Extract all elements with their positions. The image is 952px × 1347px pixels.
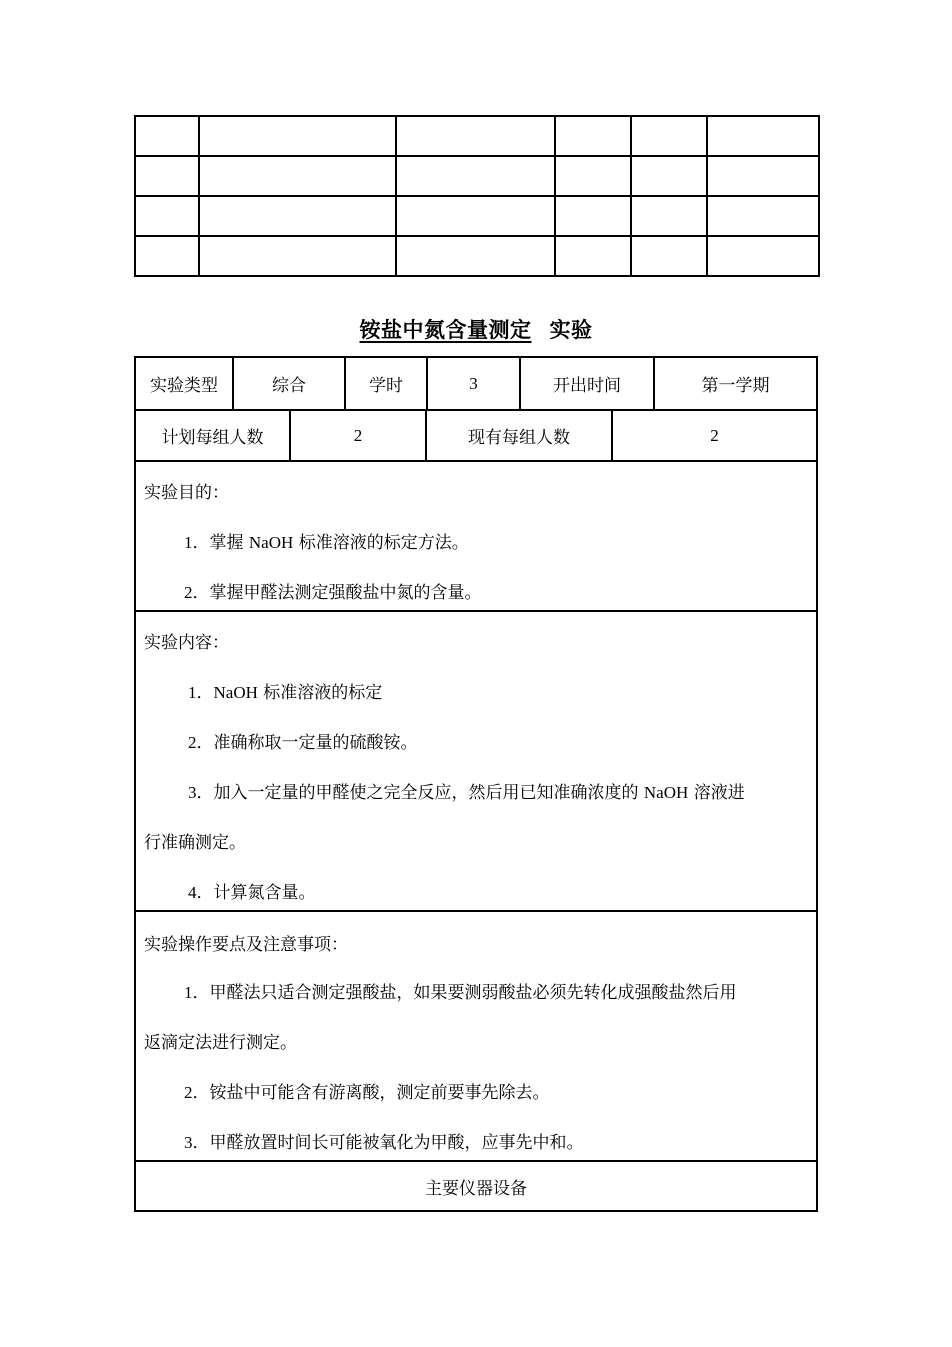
info-row-1: [136, 358, 816, 409]
item-number: 2．: [184, 1083, 210, 1102]
notes-item-3: 3．甲醛放置时间长可能被氧化为甲酸，应事先中和。: [184, 1133, 584, 1153]
table-row: [135, 196, 819, 236]
item-number: 2．: [184, 583, 210, 602]
current-label: 现有每组人数: [425, 411, 611, 460]
content-item-4: 4．计算氮含量。: [188, 883, 316, 903]
purpose-item-2: 2．掌握甲醛法测定强酸盐中氮的含量。: [184, 583, 482, 603]
equipment-heading: 主要仪器设备: [425, 1178, 527, 1199]
experiment-info-table: [134, 356, 818, 1212]
purpose-section: [136, 460, 816, 610]
type-value: 综合: [232, 358, 344, 409]
hours-value: 3: [426, 358, 519, 409]
planned-label: 计划每组人数: [161, 428, 264, 448]
item-number: 2．: [188, 733, 214, 752]
purpose-item-1: 1．掌握 NaOH 标准溶液的标定方法。: [184, 533, 469, 553]
term-value: 第一学期: [653, 358, 816, 409]
equipment-row: [136, 1160, 816, 1210]
notes-heading: 实验操作要点及注意事项：: [144, 935, 348, 955]
title-suffix: 实验: [549, 318, 593, 342]
current-value: 2: [611, 411, 816, 460]
item-number: 1．: [184, 983, 210, 1002]
table-row: [135, 236, 819, 276]
content-item-1: 1．NaOH 标准溶液的标定: [188, 683, 383, 703]
content-item-2: 2．准确称取一定量的硫酸铵。: [188, 733, 418, 753]
notes-item-2: 2．铵盐中可能含有游离酸，测定前要事先除去。: [184, 1083, 550, 1103]
content-item-3: 3．加入一定量的甲醛使之完全反应，然后用已知准确浓度的 NaOH 溶液进: [188, 783, 745, 803]
term-label: 开出时间: [519, 358, 653, 409]
top-empty-table: [134, 115, 820, 277]
type-label: 实验类型: [150, 376, 218, 396]
item-number: 1．: [184, 533, 210, 552]
notes-item-1: 1．甲醛法只适合测定强酸盐，如果要测弱酸盐必须先转化成强酸盐然后用: [184, 983, 737, 1003]
item-number: 3．: [184, 1133, 210, 1152]
hours-label: 学时: [344, 358, 426, 409]
notes-section: [136, 910, 816, 1160]
table-row: [135, 116, 819, 156]
item-number: 4．: [188, 883, 214, 902]
item-number: 1．: [188, 683, 214, 702]
experiment-title: [0, 314, 952, 344]
purpose-heading: 实验目的：: [144, 483, 229, 503]
item-number: 3．: [188, 783, 214, 802]
content-item-3-continued: 行准确测定。: [144, 833, 246, 853]
notes-item-1-continued: 返滴定法进行测定。: [144, 1033, 297, 1053]
planned-value: 2: [289, 411, 425, 460]
content-section: [136, 610, 816, 910]
table-row: [135, 156, 819, 196]
info-row-2: [136, 409, 816, 460]
content-heading: 实验内容：: [144, 633, 229, 653]
title-main: 铵盐中氮含量测定: [359, 318, 532, 342]
